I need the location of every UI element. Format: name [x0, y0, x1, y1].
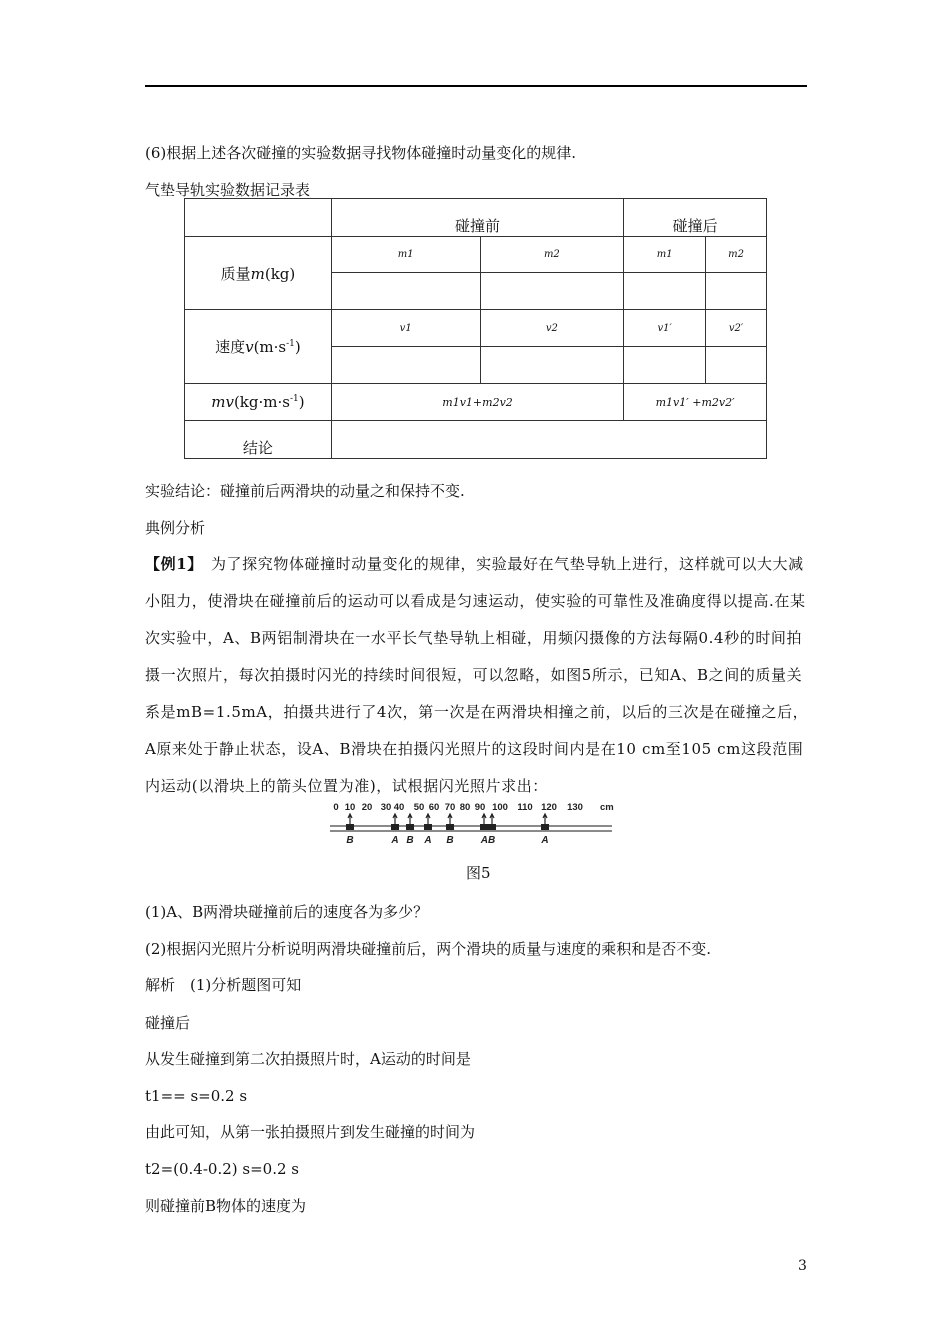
tick-label: 100	[492, 802, 508, 813]
cell-momentum-after: m1v1′ +m2v2′	[624, 384, 767, 421]
tick-label: 0	[333, 802, 339, 813]
cell-v1-value	[331, 347, 480, 384]
solution-step-1: 从发生碰撞到第二次拍摄照片时，A运动的时间是	[145, 1050, 471, 1068]
block-arrow	[426, 814, 430, 824]
tick-label: 60	[428, 802, 440, 813]
header-rule	[145, 85, 807, 87]
slider-block	[424, 824, 432, 830]
experiment-data-table	[184, 198, 767, 459]
cell-v2-value	[480, 347, 624, 384]
flash-photo-figure	[330, 800, 620, 850]
block-label: B	[446, 835, 454, 846]
tick-label: 10	[344, 802, 356, 813]
block-arrow	[543, 814, 547, 824]
conclusion-text: 实验结论：碰撞前后两滑块的动量之和保持不变.	[145, 482, 465, 500]
section-heading: 典例分析	[145, 519, 206, 537]
cell-v2-after: v2′	[706, 310, 767, 347]
solution-step-2: 由此可知，从第一张拍摄照片到发生碰撞的时间为	[145, 1123, 476, 1141]
block-arrow	[482, 814, 494, 824]
row-label-momentum: $mv(kg\cdot m\cdot s^{-1})$	[185, 384, 332, 421]
block-arrow	[348, 814, 352, 824]
tick-label: 90	[474, 802, 486, 813]
row-label-speed: 速度$v(m\cdot s^{-1})$	[185, 310, 332, 384]
axis-unit: cm	[600, 802, 614, 813]
cell-v2: v2	[480, 310, 624, 347]
tick-label: 80	[459, 802, 471, 813]
cell-m1-after: m1	[624, 237, 706, 273]
question-1: (1)A、B两滑块碰撞前后的速度各为多少？	[145, 903, 429, 921]
solution-step-3: 则碰撞前B物体的速度为	[145, 1197, 307, 1215]
slider-block	[446, 824, 454, 830]
block-arrow	[448, 814, 452, 824]
tick-label: 70	[444, 802, 456, 813]
page-number: 3	[798, 1258, 807, 1274]
block-label: B	[406, 835, 414, 846]
formula-t2: t2=(0.4-0.2) s=0.2 s	[145, 1160, 299, 1178]
example-paragraph	[145, 546, 810, 805]
row-label-conclusion: 结论	[185, 421, 332, 459]
solution-heading: 解析 (1)分析题图可知	[145, 976, 302, 994]
block-label: B	[346, 835, 354, 846]
block-arrow	[393, 814, 397, 824]
tick-label: 40	[393, 802, 405, 813]
tick-label: 120	[541, 802, 557, 813]
tick-label: 20	[361, 802, 373, 813]
cell-m2: m2	[480, 237, 624, 273]
block-label: A	[541, 835, 549, 846]
cell-conclusion-value	[331, 421, 766, 459]
after-collision-label: 碰撞后	[145, 1014, 191, 1032]
slider-block	[541, 824, 549, 830]
cell-m2-value	[480, 273, 624, 310]
tick-label: 110	[517, 802, 533, 813]
example-label: 【例1】	[145, 555, 196, 573]
block-label: A	[424, 835, 432, 846]
slider-block	[406, 824, 414, 830]
figure-caption: 图5	[466, 864, 491, 882]
step-6-text: (6)根据上述各次碰撞的实验数据寻找物体碰撞时动量变化的规律.	[145, 144, 577, 162]
slider-block	[346, 824, 354, 830]
tick-label: 50	[413, 802, 425, 813]
slider-block	[391, 824, 399, 830]
question-2: (2)根据闪光照片分析说明两滑块碰撞前后，两个滑块的质量与速度的乘积和是否不变.	[145, 940, 712, 958]
example-body: 为了探究物体碰撞时动量变化的规律，实验最好在气垫导轨上进行，这样就可以大大减小阻力，使滑块在碰撞前后的运动可以看成是匀速运动，使实验的可靠性及准确度得以提高.在某次实验中，A、B两铝制滑块在一水平长气垫导轨上相碰，用频闪摄像的方法每隔0.4秒的时间拍摄一次照片，每次拍摄时闪光的持续时间很短，可以忽略，如图5所示，已知A、B之间的质量关系是mB=1.5mA，拍摄共进行了4次，第一次是在两滑块相撞之前，以后的三次是在碰撞之后，A原来处于静止状态，设A、B滑块在拍摄闪光照片的这段时间内是在10 cm至105 cm这段范围内运动(以滑块上的箭头位置为准)，试根据闪光照片求出：	[145, 555, 809, 795]
cell-v1-after: v1′	[624, 310, 706, 347]
slider-block	[480, 824, 496, 830]
tick-label: 130	[567, 802, 583, 813]
cell-m1-value	[331, 273, 480, 310]
header-after: 碰撞后	[624, 199, 767, 237]
cell-m2-after: m2	[706, 237, 767, 273]
row-label-mass: 质量m(kg)	[185, 237, 332, 310]
tick-label: 30	[380, 802, 392, 813]
cell-m2-after-value	[706, 273, 767, 310]
cell-m1: m1	[331, 237, 480, 273]
table-title: 气垫导轨实验数据记录表	[145, 181, 311, 199]
block-label: AB	[480, 835, 496, 846]
block-arrow	[408, 814, 412, 824]
cell-momentum-before: m1v1+m2v2	[331, 384, 623, 421]
cell-v1-after-value	[624, 347, 706, 384]
block-label: A	[391, 835, 399, 846]
cell-v1: v1	[331, 310, 480, 347]
cell-v2-after-value	[706, 347, 767, 384]
table-corner-cell	[185, 199, 332, 237]
formula-t1: t1== s=0.2 s	[145, 1087, 248, 1105]
cell-m1-after-value	[624, 273, 706, 310]
header-before: 碰撞前	[331, 199, 623, 237]
